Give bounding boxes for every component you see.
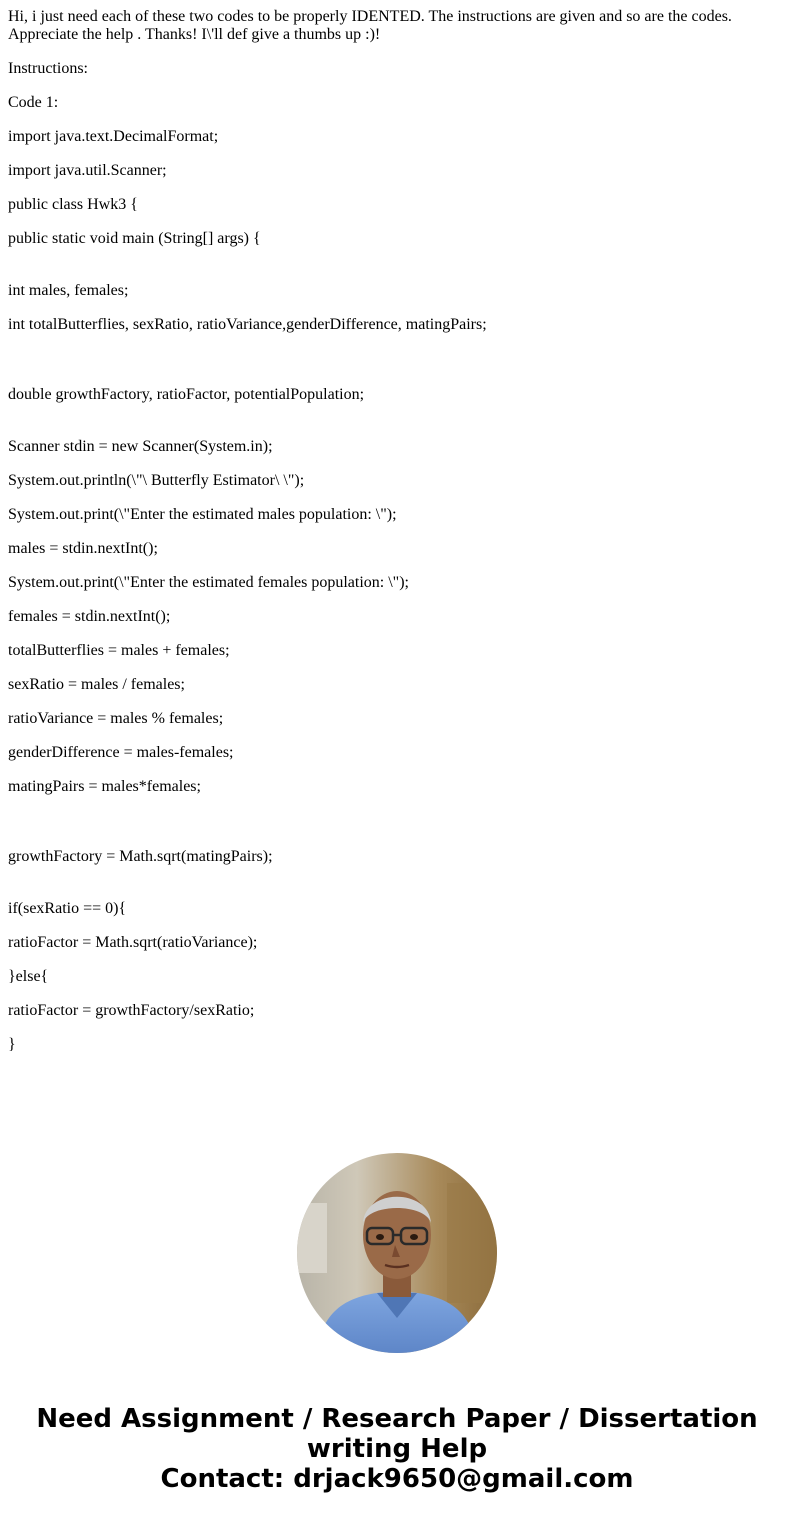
code-line: ratioFactor = growthFactory/sexRatio; [8, 1002, 255, 1019]
avatar [297, 1153, 497, 1353]
question-content [8, 0, 786, 1122]
code-line: import java.text.DecimalFormat; [8, 128, 219, 145]
code-line: if(sexRatio == 0){ [8, 900, 127, 917]
code-line: public class Hwk3 { [8, 196, 138, 213]
code-line: System.out.println(\"\ Butterfly Estimator\ \"); [8, 472, 305, 489]
code-line: public static void main (String[] args) { [8, 230, 261, 247]
code-line: } [8, 1036, 16, 1053]
code-line: genderDifference = males-females; [8, 744, 234, 761]
footer-line-1: Need Assignment / Research Paper / Dissertation [36, 1404, 758, 1434]
code-line: growthFactory = Math.sqrt(matingPairs); [8, 848, 273, 865]
code-line: System.out.print(\"Enter the estimated females population: \"); [8, 574, 409, 591]
intro-text: Hi, i just need each of these two codes to be properly IDENTED. The instructions are given and so are the codes. Appreciate the help . Thanks! I\'ll def give a thumbs up :)! [8, 8, 732, 43]
footer-banner [0, 1404, 794, 1494]
code-line: Scanner stdin = new Scanner(System.in); [8, 438, 273, 455]
code-label: Code 1: [8, 94, 59, 111]
code-line: totalButterflies = males + females; [8, 642, 230, 659]
code-line: females = stdin.nextInt(); [8, 608, 171, 625]
code-line: matingPairs = males*females; [8, 778, 201, 795]
code-line: ratioFactor = Math.sqrt(ratioVariance); [8, 934, 258, 951]
code-line: }else{ [8, 968, 49, 985]
code-line: ratioVariance = males % females; [8, 710, 224, 727]
code-line: int totalButterflies, sexRatio, ratioVariance,genderDifference, matingPairs; [8, 316, 487, 333]
code-line: males = stdin.nextInt(); [8, 540, 158, 557]
code-line: double growthFactory, ratioFactor, potentialPopulation; [8, 386, 365, 403]
code-line: System.out.print(\"Enter the estimated males population: \"); [8, 506, 397, 523]
code-line: int males, females; [8, 282, 129, 299]
code-line: import java.util.Scanner; [8, 162, 167, 179]
footer-contact: Contact: drjack9650@gmail.com [160, 1464, 634, 1494]
instructions-label: Instructions: [8, 60, 88, 77]
footer-line-2: writing Help [306, 1434, 488, 1464]
code-line: sexRatio = males / females; [8, 676, 185, 693]
